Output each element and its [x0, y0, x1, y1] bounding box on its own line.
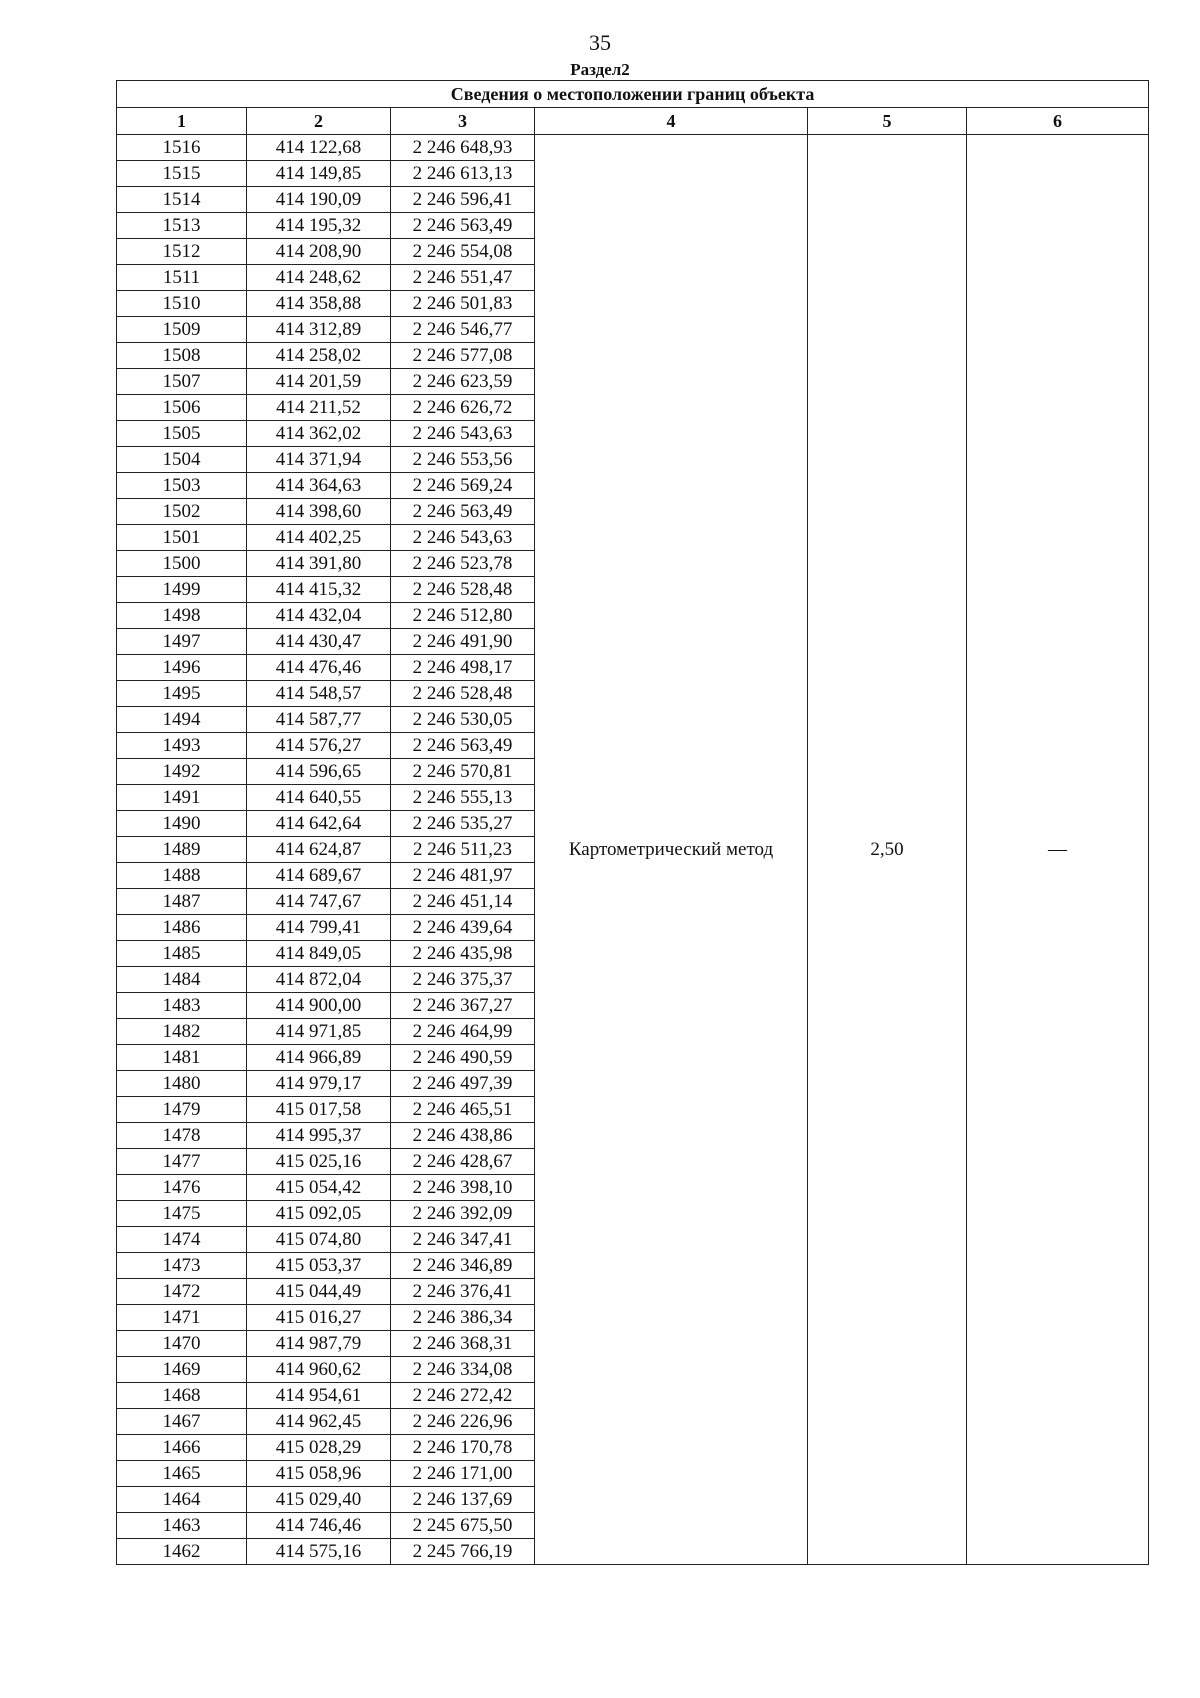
- coordinate-y-cell: 2 246 490,59: [391, 1045, 535, 1071]
- coordinate-x-cell: 414 208,90: [247, 239, 391, 265]
- coordinate-y-cell: 2 245 675,50: [391, 1513, 535, 1539]
- coordinate-y-cell: 2 246 346,89: [391, 1253, 535, 1279]
- coordinate-x-cell: 414 587,77: [247, 707, 391, 733]
- column-number-5: 5: [808, 108, 967, 135]
- coordinate-x-cell: 414 575,16: [247, 1539, 391, 1565]
- coordinate-x-cell: 414 476,46: [247, 655, 391, 681]
- coordinate-x-cell: 414 960,62: [247, 1357, 391, 1383]
- coordinate-x-cell: 414 900,00: [247, 993, 391, 1019]
- point-number-cell: 1497: [117, 629, 247, 655]
- coordinate-y-cell: 2 246 511,23: [391, 837, 535, 863]
- coordinate-y-cell: 2 246 563,49: [391, 733, 535, 759]
- coordinate-y-cell: 2 246 577,08: [391, 343, 535, 369]
- table-row: [117, 135, 1149, 161]
- column-number-3: 3: [391, 108, 535, 135]
- coordinate-x-cell: 414 211,52: [247, 395, 391, 421]
- coordinate-x-cell: 414 432,04: [247, 603, 391, 629]
- point-number-cell: 1507: [117, 369, 247, 395]
- coordinate-y-cell: 2 246 137,69: [391, 1487, 535, 1513]
- coordinate-x-cell: 415 054,42: [247, 1175, 391, 1201]
- coordinate-x-cell: 415 017,58: [247, 1097, 391, 1123]
- coordinate-x-cell: 414 596,65: [247, 759, 391, 785]
- coordinate-y-cell: 2 246 512,80: [391, 603, 535, 629]
- coordinate-x-cell: 414 415,32: [247, 577, 391, 603]
- coordinate-x-cell: 414 362,02: [247, 421, 391, 447]
- point-number-cell: 1502: [117, 499, 247, 525]
- point-number-cell: 1477: [117, 1149, 247, 1175]
- point-number-cell: 1472: [117, 1279, 247, 1305]
- point-number-cell: 1464: [117, 1487, 247, 1513]
- point-number-cell: 1490: [117, 811, 247, 837]
- coordinate-x-cell: 415 092,05: [247, 1201, 391, 1227]
- point-number-cell: 1504: [117, 447, 247, 473]
- coordinate-y-cell: 2 246 438,86: [391, 1123, 535, 1149]
- point-number-cell: 1505: [117, 421, 247, 447]
- coordinate-y-cell: 2 246 613,13: [391, 161, 535, 187]
- coordinate-y-cell: 2 246 451,14: [391, 889, 535, 915]
- coordinate-y-cell: 2 246 226,96: [391, 1409, 535, 1435]
- coordinate-x-cell: 414 954,61: [247, 1383, 391, 1409]
- point-number-cell: 1499: [117, 577, 247, 603]
- point-number-cell: 1476: [117, 1175, 247, 1201]
- coordinate-x-cell: 415 029,40: [247, 1487, 391, 1513]
- point-number-cell: 1487: [117, 889, 247, 915]
- point-number-cell: 1468: [117, 1383, 247, 1409]
- coordinate-y-cell: 2 246 334,08: [391, 1357, 535, 1383]
- point-number-cell: 1513: [117, 213, 247, 239]
- coordinate-x-cell: 415 044,49: [247, 1279, 391, 1305]
- coordinate-y-cell: 2 246 543,63: [391, 421, 535, 447]
- coordinate-y-cell: 2 246 171,00: [391, 1461, 535, 1487]
- coordinate-y-cell: 2 246 392,09: [391, 1201, 535, 1227]
- point-number-cell: 1515: [117, 161, 247, 187]
- coordinate-y-cell: 2 246 497,39: [391, 1071, 535, 1097]
- point-number-cell: 1509: [117, 317, 247, 343]
- point-number-cell: 1469: [117, 1357, 247, 1383]
- point-number-cell: 1485: [117, 941, 247, 967]
- coordinate-x-cell: 414 195,32: [247, 213, 391, 239]
- point-number-cell: 1484: [117, 967, 247, 993]
- coordinate-x-cell: 415 058,96: [247, 1461, 391, 1487]
- point-number-cell: 1473: [117, 1253, 247, 1279]
- coordinate-x-cell: 414 391,80: [247, 551, 391, 577]
- coordinate-x-cell: 414 364,63: [247, 473, 391, 499]
- point-number-cell: 1489: [117, 837, 247, 863]
- coordinate-y-cell: 2 246 464,99: [391, 1019, 535, 1045]
- point-number-cell: 1496: [117, 655, 247, 681]
- point-number-cell: 1478: [117, 1123, 247, 1149]
- point-number-cell: 1467: [117, 1409, 247, 1435]
- column-number-2: 2: [247, 108, 391, 135]
- boundary-coordinates-table: [116, 80, 1149, 1565]
- point-number-cell: 1501: [117, 525, 247, 551]
- coordinate-y-cell: 2 246 570,81: [391, 759, 535, 785]
- point-number-cell: 1493: [117, 733, 247, 759]
- coordinate-x-cell: 414 689,67: [247, 863, 391, 889]
- coordinate-y-cell: 2 246 428,67: [391, 1149, 535, 1175]
- point-number-cell: 1475: [117, 1201, 247, 1227]
- accuracy-cell: 2,50: [808, 135, 967, 1565]
- coordinate-y-cell: 2 246 501,83: [391, 291, 535, 317]
- coordinate-y-cell: 2 246 398,10: [391, 1175, 535, 1201]
- point-number-cell: 1463: [117, 1513, 247, 1539]
- point-number-cell: 1494: [117, 707, 247, 733]
- point-number-cell: 1503: [117, 473, 247, 499]
- coordinate-y-cell: 2 246 368,31: [391, 1331, 535, 1357]
- point-number-cell: 1514: [117, 187, 247, 213]
- coordinate-y-cell: 2 246 551,47: [391, 265, 535, 291]
- coordinate-y-cell: 2 246 596,41: [391, 187, 535, 213]
- point-number-cell: 1511: [117, 265, 247, 291]
- coordinate-y-cell: 2 246 435,98: [391, 941, 535, 967]
- coordinate-x-cell: 414 248,62: [247, 265, 391, 291]
- coordinate-x-cell: 414 312,89: [247, 317, 391, 343]
- coordinate-y-cell: 2 246 623,59: [391, 369, 535, 395]
- coordinate-x-cell: 414 640,55: [247, 785, 391, 811]
- coordinate-y-cell: 2 246 626,72: [391, 395, 535, 421]
- coordinate-y-cell: 2 246 530,05: [391, 707, 535, 733]
- coordinate-y-cell: 2 246 543,63: [391, 525, 535, 551]
- coordinate-x-cell: 414 201,59: [247, 369, 391, 395]
- point-number-cell: 1471: [117, 1305, 247, 1331]
- coordinate-y-cell: 2 246 491,90: [391, 629, 535, 655]
- coordinate-y-cell: 2 246 563,49: [391, 499, 535, 525]
- coordinate-x-cell: 414 402,25: [247, 525, 391, 551]
- page-number: 35: [589, 30, 611, 55]
- coordinate-x-cell: 414 430,47: [247, 629, 391, 655]
- coordinate-y-cell: 2 246 523,78: [391, 551, 535, 577]
- point-number-cell: 1516: [117, 135, 247, 161]
- point-number-cell: 1510: [117, 291, 247, 317]
- point-number-cell: 1512: [117, 239, 247, 265]
- coordinate-x-cell: 415 016,27: [247, 1305, 391, 1331]
- coordinate-y-cell: 2 246 376,41: [391, 1279, 535, 1305]
- coordinate-x-cell: 414 642,64: [247, 811, 391, 837]
- coordinate-x-cell: 414 746,46: [247, 1513, 391, 1539]
- point-number-cell: 1495: [117, 681, 247, 707]
- coordinate-y-cell: 2 246 386,34: [391, 1305, 535, 1331]
- coordinate-y-cell: 2 246 347,41: [391, 1227, 535, 1253]
- table-body: [117, 135, 1149, 1565]
- point-number-cell: 1492: [117, 759, 247, 785]
- column-number-1: 1: [117, 108, 247, 135]
- coordinate-y-cell: 2 246 481,97: [391, 863, 535, 889]
- point-number-cell: 1465: [117, 1461, 247, 1487]
- coordinate-x-cell: 414 872,04: [247, 967, 391, 993]
- point-number-cell: 1500: [117, 551, 247, 577]
- coordinate-x-cell: 414 966,89: [247, 1045, 391, 1071]
- coordinate-y-cell: 2 246 465,51: [391, 1097, 535, 1123]
- coordinate-x-cell: 414 979,17: [247, 1071, 391, 1097]
- coordinate-y-cell: 2 246 648,93: [391, 135, 535, 161]
- coordinate-y-cell: 2 245 766,19: [391, 1539, 535, 1565]
- coordinate-y-cell: 2 246 546,77: [391, 317, 535, 343]
- point-number-cell: 1486: [117, 915, 247, 941]
- coordinate-x-cell: 414 849,05: [247, 941, 391, 967]
- coordinate-x-cell: 414 371,94: [247, 447, 391, 473]
- coordinate-x-cell: 414 971,85: [247, 1019, 391, 1045]
- coordinate-y-cell: 2 246 563,49: [391, 213, 535, 239]
- point-number-cell: 1491: [117, 785, 247, 811]
- coordinate-x-cell: 415 074,80: [247, 1227, 391, 1253]
- coordinate-y-cell: 2 246 555,13: [391, 785, 535, 811]
- coordinate-x-cell: 414 987,79: [247, 1331, 391, 1357]
- coordinate-y-cell: 2 246 528,48: [391, 577, 535, 603]
- coordinate-x-cell: 415 025,16: [247, 1149, 391, 1175]
- coordinate-y-cell: 2 246 553,56: [391, 447, 535, 473]
- method-cell: Картометрический метод: [535, 135, 808, 1565]
- coordinate-x-cell: 414 799,41: [247, 915, 391, 941]
- coordinate-y-cell: 2 246 535,27: [391, 811, 535, 837]
- column-number-row: [117, 108, 1149, 135]
- coordinate-y-cell: 2 246 367,27: [391, 993, 535, 1019]
- coordinate-y-cell: 2 246 569,24: [391, 473, 535, 499]
- coordinate-y-cell: 2 246 375,37: [391, 967, 535, 993]
- point-number-cell: 1479: [117, 1097, 247, 1123]
- point-number-cell: 1466: [117, 1435, 247, 1461]
- coordinate-x-cell: 414 548,57: [247, 681, 391, 707]
- coordinate-y-cell: 2 246 554,08: [391, 239, 535, 265]
- point-number-cell: 1508: [117, 343, 247, 369]
- coordinate-x-cell: 414 398,60: [247, 499, 391, 525]
- column-number-6: 6: [967, 108, 1149, 135]
- point-number-cell: 1488: [117, 863, 247, 889]
- coordinate-x-cell: 414 190,09: [247, 187, 391, 213]
- coordinate-x-cell: 414 995,37: [247, 1123, 391, 1149]
- point-number-cell: 1470: [117, 1331, 247, 1357]
- point-number-cell: 1483: [117, 993, 247, 1019]
- section-title: Раздел2: [570, 60, 630, 79]
- point-number-cell: 1481: [117, 1045, 247, 1071]
- coordinate-x-cell: 414 122,68: [247, 135, 391, 161]
- point-number-cell: 1506: [117, 395, 247, 421]
- coordinate-x-cell: 415 053,37: [247, 1253, 391, 1279]
- column-6-cell: —: [967, 135, 1149, 1565]
- coordinate-x-cell: 414 747,67: [247, 889, 391, 915]
- coordinate-x-cell: 414 258,02: [247, 343, 391, 369]
- coordinate-x-cell: 414 624,87: [247, 837, 391, 863]
- coordinate-y-cell: 2 246 272,42: [391, 1383, 535, 1409]
- coordinate-x-cell: 414 962,45: [247, 1409, 391, 1435]
- coordinate-y-cell: 2 246 170,78: [391, 1435, 535, 1461]
- point-number-cell: 1498: [117, 603, 247, 629]
- coordinate-y-cell: 2 246 498,17: [391, 655, 535, 681]
- point-number-cell: 1480: [117, 1071, 247, 1097]
- coordinate-x-cell: 414 358,88: [247, 291, 391, 317]
- coordinate-y-cell: 2 246 439,64: [391, 915, 535, 941]
- coordinate-x-cell: 415 028,29: [247, 1435, 391, 1461]
- point-number-cell: 1482: [117, 1019, 247, 1045]
- point-number-cell: 1474: [117, 1227, 247, 1253]
- coordinate-x-cell: 414 576,27: [247, 733, 391, 759]
- point-number-cell: 1462: [117, 1539, 247, 1565]
- coordinate-x-cell: 414 149,85: [247, 161, 391, 187]
- column-number-4: 4: [535, 108, 808, 135]
- coordinate-y-cell: 2 246 528,48: [391, 681, 535, 707]
- table-caption: Сведения о местоположении границ объекта: [117, 81, 1149, 108]
